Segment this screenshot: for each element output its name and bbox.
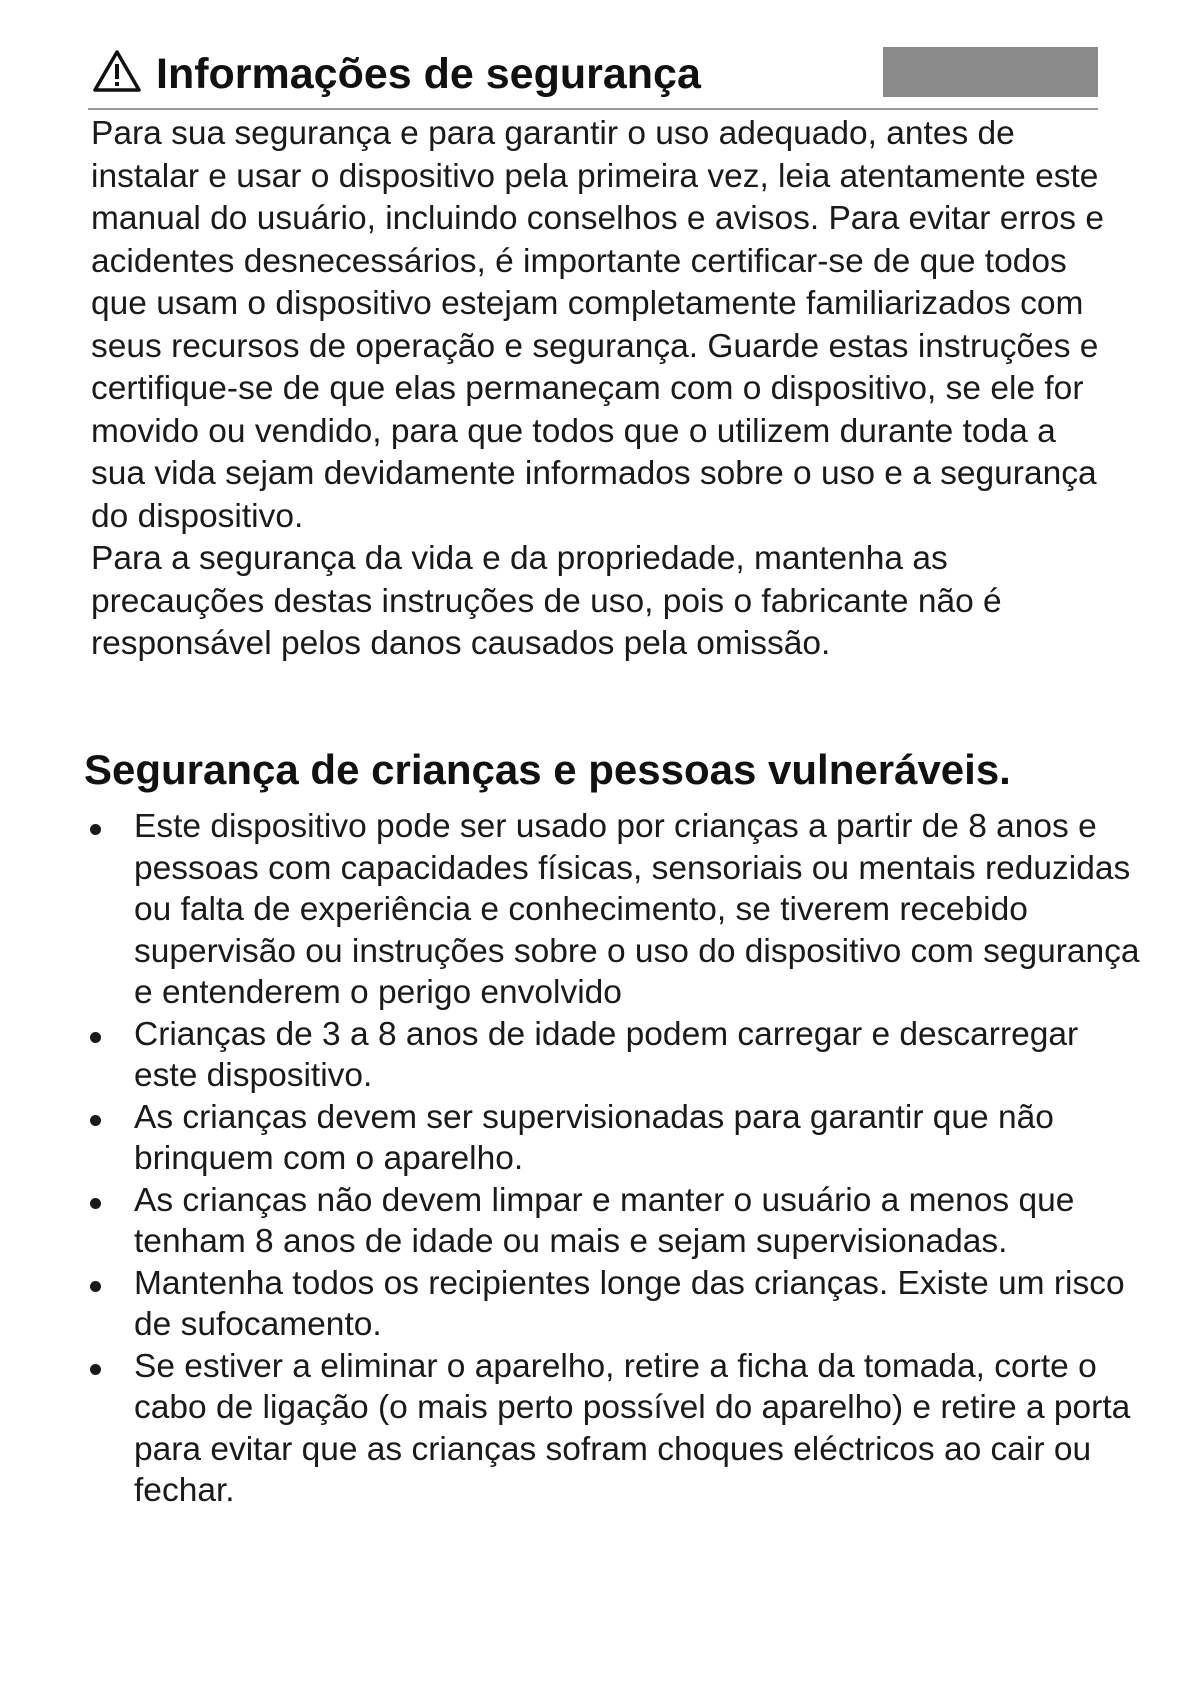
list-item-text: As crianças devem ser supervisionadas para garantir que não brinquem com o aparelho. (134, 1098, 1054, 1177)
section-title: Segurança de crianças e pessoas vulneráveis. (84, 746, 1011, 793)
list-item-text: As crianças não devem limpar e manter o usuário a menos que tenham 8 anos de idade ou mais e sejam supervisionadas. (134, 1181, 1075, 1260)
page-header (88, 40, 1098, 110)
intro-paragraph: Para a segurança da vida e da propriedade, mantenha as precauções destas instruções de uso, pois o fabricante não é responsável pelos danos causados pela omissão. (91, 540, 1002, 662)
intro-text (91, 113, 1111, 666)
list-item (84, 1346, 1144, 1512)
list-item (84, 1014, 1144, 1097)
page-title: Informações de segurança (156, 50, 701, 98)
bullet-icon (90, 1032, 101, 1043)
list-item (84, 1180, 1144, 1263)
bullet-icon (90, 1115, 101, 1126)
list-item-text: Crianças de 3 a 8 anos de idade podem carregar e descarregar este dispositivo. (134, 1015, 1079, 1094)
list-item (84, 1263, 1144, 1346)
safety-list (84, 806, 1144, 1512)
list-item-text: Este dispositivo pode ser usado por crianças a partir de 8 anos e pessoas com capacidades físicas, sensoriais ou mentais reduzidas ou falta de experiência e conhecimento, se tiverem recebido supervisão ou instruções sobre o uso do dispositivo com segurança e entenderem o perigo envolvido (134, 808, 1140, 1011)
bullet-icon (90, 1364, 101, 1375)
list-item (84, 806, 1144, 1014)
list-item-text: Mantenha todos os recipientes longe das crianças. Existe um risco de sufocamento. (134, 1264, 1125, 1343)
warning-triangle-icon (92, 48, 142, 94)
list-item (84, 1097, 1144, 1180)
bullet-icon (90, 1281, 101, 1292)
intro-paragraph: Para sua segurança e para garantir o uso adequado, antes de instalar e usar o dispositivo pela primeira vez, leia atentamente este manual do usuário, incluindo conselhos e avisos. Para evitar erros e acidentes desnecessários, é importante certificar-se de que todos que usam o dispositivo estejam completamente familiarizados com seus recursos de operação e segurança. Guarde estas instruções e certifique-se de que elas permaneçam com o dispositivo, se ele for movido ou vendido, para que todos que o utilizem durante toda a sua vida sejam devidamente informados sobre o uso e a segurança do dispositivo. (91, 115, 1104, 535)
list-item-text: Se estiver a eliminar o aparelho, retire a ficha da tomada, corte o cabo de ligação (o mais perto possível do aparelho) e retire a porta para evitar que as crianças sofram choques eléctricos ao cair ou fechar. (134, 1347, 1131, 1509)
section-tab-marker (883, 47, 1098, 97)
bullet-icon (90, 824, 101, 835)
bullet-icon (90, 1198, 101, 1209)
